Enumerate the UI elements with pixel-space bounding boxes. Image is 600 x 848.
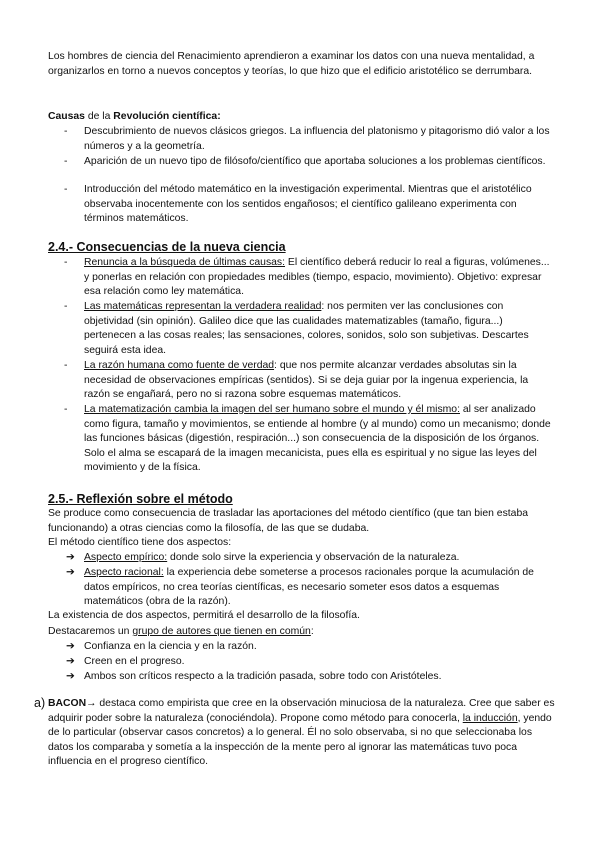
section-2-5-p3: La existencia de dos aspectos, permitirá el desarrollo de la filosofía.: [48, 610, 360, 621]
section-2-4-title: 2.4.- Consecuencias de la nueva ciencia: [48, 240, 286, 254]
consecuencia-underline: Renuncia a la búsqueda de últimas causas:: [84, 257, 286, 268]
section-2-5-p4: [48, 625, 558, 640]
bacon-arrow: →: [86, 698, 97, 709]
aspect-underline: Aspecto empírico:: [84, 552, 168, 563]
consecuencia-text: : nos permiten ver las conclusiones con objetividad (sin opinión). Galileo dice que las cualidades matematizables (tamaño, figura...) pertenecen a las cosas reales; las sensaciones, colores, sonidos, solo son subjetivas. Descartes seguirá esta idea.: [84, 301, 529, 356]
consecuencia-item: [84, 359, 554, 403]
consecuencia-item: [84, 403, 554, 476]
p4-post: :: [310, 626, 314, 637]
list-dash: -: [64, 257, 68, 268]
causa-item: Aparición de un nuevo tipo de filósofo/científico que aportaba soluciones a los problemas científicos.: [84, 156, 546, 167]
list-dash: -: [64, 156, 68, 167]
aspect-text: donde solo sirve la experiencia y observación de la naturaleza.: [167, 552, 460, 563]
list-dash: -: [64, 184, 68, 195]
consecuencia-text: : que nos permite alcanzar verdades absolutas sin la necesidad de observaciones empíricas (sentidos). Si se deja guiar por la ingenua experiencia, la razón se engañará, pero no si razona sobre esquemas matemáticos.: [84, 360, 529, 401]
common-item: Creen en el progreso.: [84, 656, 185, 667]
common-item: Ambos son críticos respecto a la tradición pasada, sobre todo con Aristóteles.: [84, 671, 442, 682]
consecuencia-item: [84, 300, 554, 358]
consecuencia-text: al ser analizado como figura, tamaño y movimientos, se entiende al hombre (y al mundo) como un mecanismo; donde las funciones básicas (digestión, respiración...) son consecuencia de la disposición de los órganos. Solo el alma se escapará de la imagen mecanicista, pues ella es espiritual y no sigue las leyes del movimiento y de la física.: [84, 404, 551, 474]
consecuencia-underline: Las matemáticas representan la verdadera realidad: [84, 301, 322, 312]
arrow-icon: ➔: [66, 641, 75, 652]
consecuencia-underline: La razón humana como fuente de verdad: [84, 360, 275, 371]
consecuencia-item: [84, 256, 554, 300]
common-item: Confianza en la ciencia y en la razón.: [84, 641, 257, 652]
list-dash: -: [64, 360, 68, 371]
p4-underline: grupo de autores que tienen en común: [132, 626, 311, 637]
p4-pre: Destacaremos un: [48, 626, 133, 637]
aspect-item: [84, 551, 554, 566]
consecuencia-text: El científico deberá reducir lo real a figuras, volúmenes... y ponerlas en relación con propiedades medibles (tiempo, espacio, movimiento). Objetivo: expresar esa relación como ley matemática.: [84, 257, 550, 298]
causa-item: Descubrimiento de nuevos clásicos griegos. La influencia del platonismo y pitagorismo dió valor a los números y a la geometría.: [84, 126, 550, 152]
section-2-5-aspects-lead: El método científico tiene dos aspectos:: [48, 537, 232, 548]
list-dash: -: [64, 404, 68, 415]
list-dash: -: [64, 301, 68, 312]
list-marker-a: a): [34, 696, 46, 710]
causas-heading-mid: de la: [84, 111, 114, 122]
aspect-underline: Aspecto racional:: [84, 567, 164, 578]
arrow-icon: ➔: [66, 552, 75, 563]
bacon-name: BACON: [48, 698, 87, 709]
list-dash: -: [64, 126, 68, 137]
consecuencia-underline: La matematización cambia la imagen del ser humano sobre el mundo y él mismo:: [84, 404, 460, 415]
intro-paragraph: Los hombres de ciencia del Renacimiento aprendieron a examinar los datos con una nueva mentalidad, a organizarlos en torno a nuevos conceptos y teorías, lo que hizo que el edificio aristotélico se derrumbara.: [48, 51, 535, 77]
aspect-item: [84, 566, 554, 610]
section-2-5-intro: Se produce como consecuencia de trasladar las aportaciones del método científico (que tan bien estaba funcionando) a otras ciencias como la filosofía, de las que se dudaba.: [48, 508, 528, 534]
bacon-underline: la inducción: [462, 712, 518, 724]
bacon-paragraph: [48, 697, 560, 770]
bacon-text-1: destaca como empirista que cree en la observación minuciosa de la naturaleza. Cree que saber es adquirir poder sobre la naturaleza (conociéndola). Propone como método para conocerla,: [48, 698, 555, 724]
causas-heading-bold: Causas: [48, 111, 85, 122]
arrow-icon: ➔: [66, 671, 75, 682]
aspect-text: la experiencia debe someterse a procesos racionales porque la acumulación de datos empíricos, no crea teorías científicas, es necesario someter esos datos a esquemas matemáticos (obra de la razón).: [84, 567, 534, 608]
arrow-icon: ➔: [66, 567, 75, 578]
bacon-text-2: , yendo de lo particular (observar casos concretos) a lo general. Él no solo observaba, si no que seleccionaba los datos los comparaba y sometía a la inspección de la mente pero al ignorar las matemáticas tuvo poca influencia en el progreso científico.: [48, 712, 552, 768]
causa-item: Introducción del método matemático en la investigación experimental. Mientras que el aristotélico observaba inocentemente con los sentidos engañosos; el científico galileano experimenta con términos matemáticos.: [84, 184, 532, 225]
causas-heading-bold-2: Revolución científica:: [113, 111, 221, 122]
section-2-5-title: 2.5.- Reflexión sobre el método: [48, 492, 233, 506]
arrow-icon: ➔: [66, 656, 75, 667]
causas-heading: [48, 110, 558, 125]
